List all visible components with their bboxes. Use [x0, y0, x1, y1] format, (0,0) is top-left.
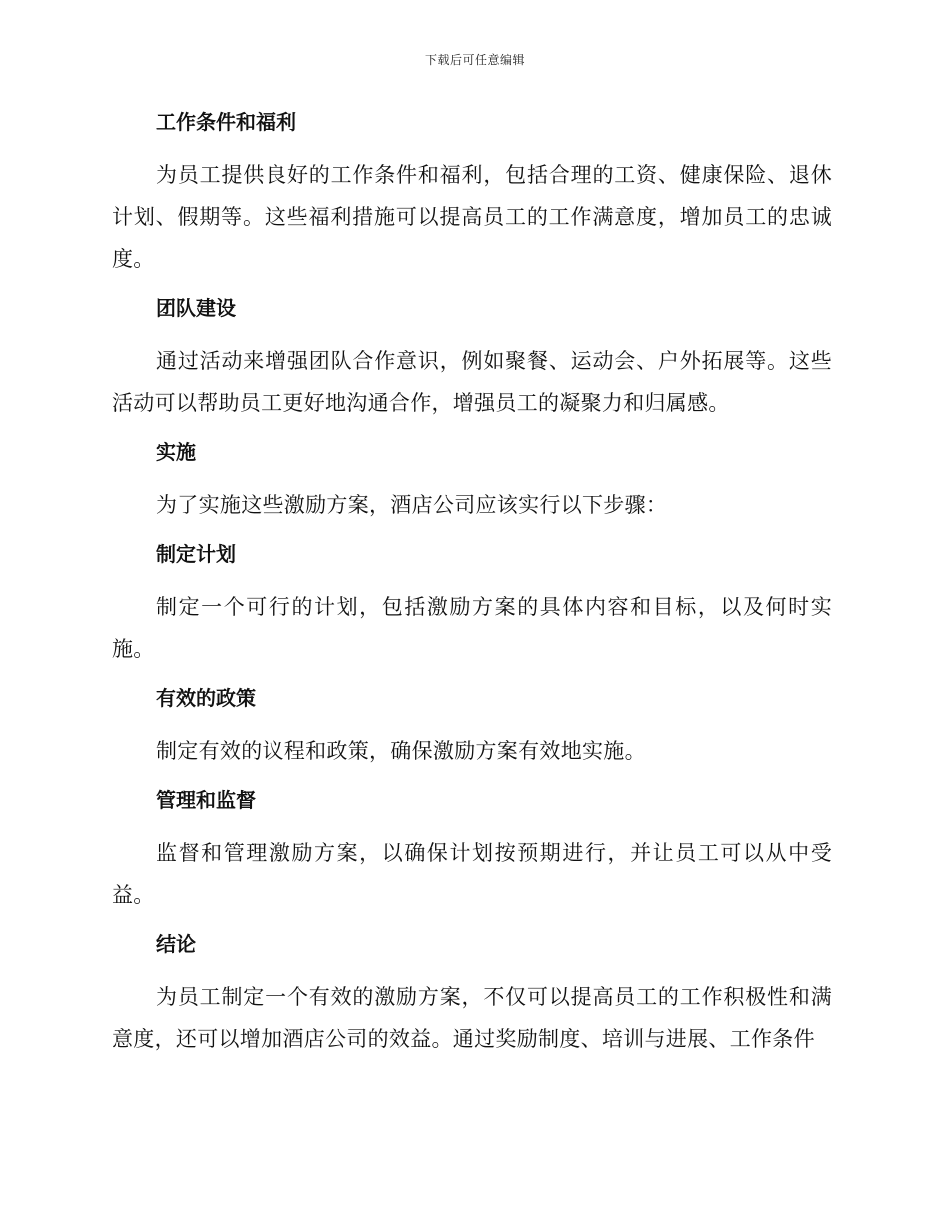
section-paragraph: 制定一个可行的计划，包括激励方案的具体内容和目标，以及何时实施。 [112, 595, 832, 661]
section-make-plan [112, 540, 832, 670]
section-heading: 有效的政策 [156, 686, 256, 710]
section-paragraph: 为了实施这些激励方案，酒店公司应该实行以下步骤： [156, 493, 668, 517]
section-management-supervision [112, 786, 832, 916]
section-paragraph: 为员工提供良好的工作条件和福利，包括合理的工资、健康保险、退休计划、假期等。这些福利措施可以提高员工的工作满意度，增加员工的忠诚度。 [112, 163, 832, 271]
section-working-conditions [112, 108, 832, 280]
section-implementation [112, 438, 832, 526]
page-header: 下载后可任意编辑 [424, 53, 525, 67]
document-body [112, 108, 832, 1074]
section-heading: 管理和监督 [156, 788, 256, 812]
section-heading: 制定计划 [156, 542, 236, 566]
section-paragraph: 制定有效的议程和政策，确保激励方案有效地实施。 [156, 739, 646, 763]
section-paragraph: 通过活动来增强团队合作意识，例如聚餐、运动会、户外拓展等。这些活动可以帮助员工更好地沟通合作，增强员工的凝聚力和归属感。 [112, 349, 832, 415]
section-heading: 实施 [156, 440, 196, 464]
section-conclusion [112, 930, 832, 1060]
section-paragraph: 监督和管理激励方案，以确保计划按预期进行，并让员工可以从中受益。 [112, 841, 832, 907]
section-heading: 团队建设 [156, 296, 236, 320]
section-heading: 工作条件和福利 [156, 110, 296, 134]
section-paragraph: 为员工制定一个有效的激励方案，不仅可以提高员工的工作积极性和满意度，还可以增加酒店公司的效益。通过奖励制度、培训与进展、工作条件 [112, 985, 832, 1051]
section-team-building [112, 294, 832, 424]
section-effective-policy [112, 684, 832, 772]
section-heading: 结论 [156, 932, 196, 956]
